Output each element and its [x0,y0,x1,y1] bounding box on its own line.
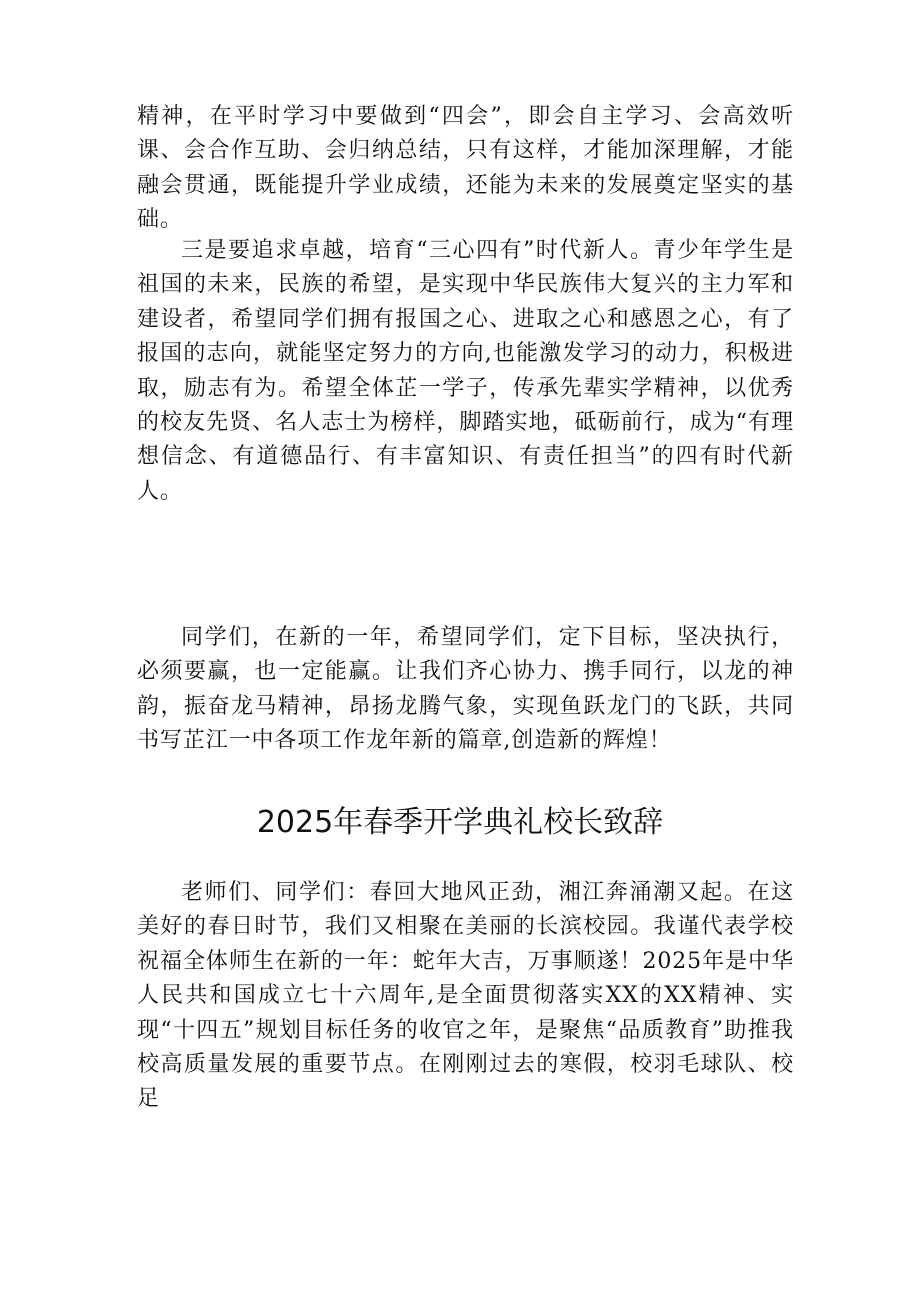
speech-opening-paragraph: 老师们、同学们：春回大地风正劲，湘江奔涌潮又起。在这美好的春日时节，我们又相聚在美丽的长滨校园。我谨代表学校祝福全体师生在新的一年：蛇年大吉，万事顺遂！2025年是中华人民共和国成立七十六周年,是全面贯彻落实XX的XX精神、实现“十四五”规划目标任务的收官之年，是聚焦“品质教育”助推我校高质量发展的重要节点。在刚刚过去的寒假，校羽毛球队、校足 [137,880,794,1112]
paragraph-third-point: 三是要追求卓越，培育“三心四有”时代新人。青少年学生是祖国的未来，民族的希望，是实现中华民族伟大复兴的主力军和建设者，希望同学们拥有报国之心、进取之心和感恩之心，有了报国的志向，就能坚定努力的方向,也能激发学习的动力，积极进取，励志有为。希望全体芷一学子，传承先辈实学精神，以优秀的校友先贤、名人志士为榜样，脚踏实地，砥砺前行，成为“有理想信念、有道德品行、有丰富知识、有责任担当”的四有时代新人。 [137,238,794,504]
paragraph-closing: 同学们，在新的一年，希望同学们，定下目标，坚决执行，必须要赢，也一定能赢。让我们齐心协力、携手同行，以龙的神韵，振奋龙马精神，昂扬龙腾气象，实现鱼跃龙门的飞跃，共同书写芷江一中各项工作龙年新的篇章,创造新的辉煌！ [137,625,794,754]
speech-title: 2025年春季开学典礼校长致辞 [256,805,664,840]
paragraph-continuation: 精神，在平时学习中要做到“四会”，即会自主学习、会高效听课、会合作互助、会归纳总结，只有这样，才能加深理解，才能融会贯通，既能提升学业成绩，还能为未来的发展奠定坚实的基础。 [137,104,794,233]
